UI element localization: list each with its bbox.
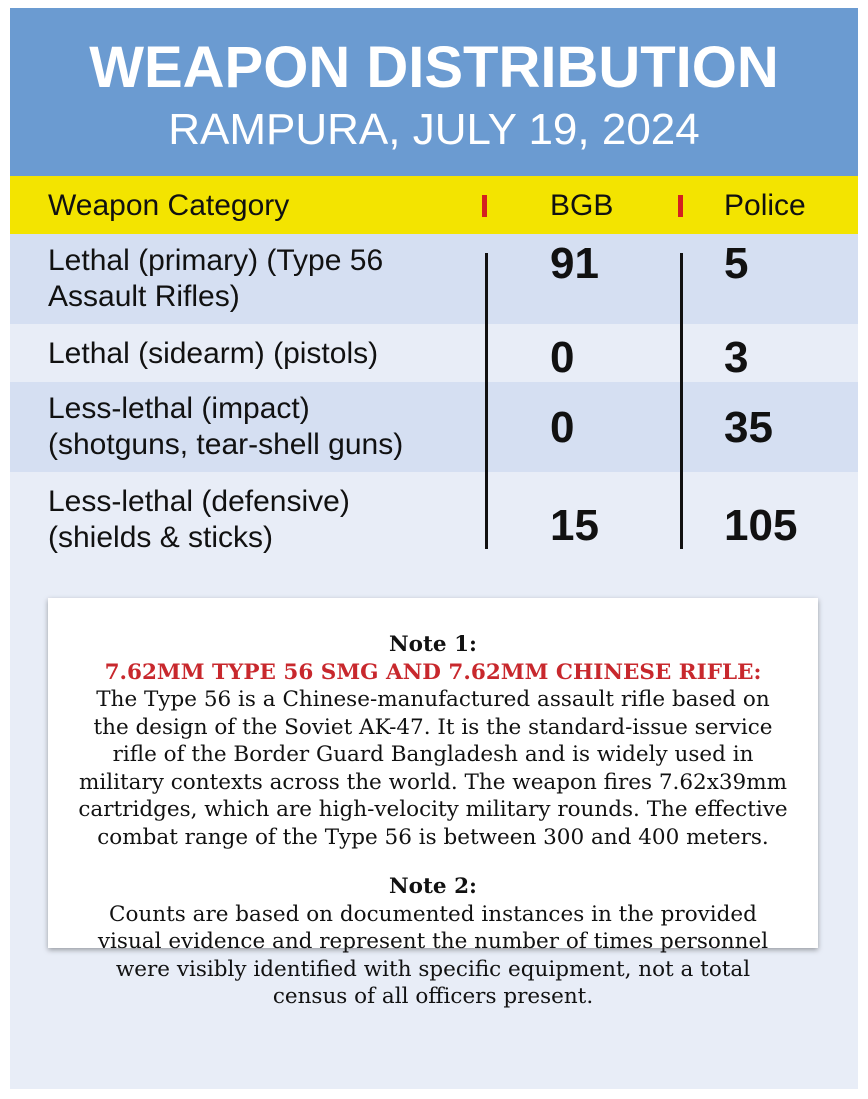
column-header-category: Weapon Category bbox=[48, 189, 290, 222]
bgb-count: 15 bbox=[550, 501, 599, 550]
bgb-count: 91 bbox=[550, 239, 599, 288]
note1-line: military contexts across the world. The weapon fires 7.62x39mm bbox=[79, 769, 787, 795]
row-category bbox=[48, 391, 403, 463]
infographic-card bbox=[10, 8, 858, 1089]
note1-line: cartridges, which are high-velocity military rounds. The effective bbox=[78, 797, 788, 822]
column-header-bgb: BGB bbox=[550, 189, 614, 222]
category-line: Lethal (primary) (Type 56 bbox=[48, 244, 384, 277]
note1-line: combat range of the Type 56 is between 300 and 400 meters. bbox=[97, 824, 769, 850]
police-count: 3 bbox=[724, 333, 749, 382]
page-subtitle: RAMPURA, JULY 19, 2024 bbox=[168, 105, 700, 154]
note1-line: the design of the Soviet AK-47. It is the standard-issue service bbox=[93, 714, 773, 740]
police-count: 105 bbox=[724, 501, 798, 550]
row-category bbox=[48, 336, 378, 372]
category-line: Less-lethal (impact) bbox=[48, 392, 310, 425]
table-header bbox=[10, 176, 858, 234]
table-row bbox=[10, 234, 858, 324]
police-count: 35 bbox=[724, 403, 773, 452]
category-line: (shields & sticks) bbox=[48, 521, 274, 554]
note2-heading: Note 2: bbox=[389, 874, 477, 899]
police-count: 5 bbox=[724, 239, 749, 288]
page-title: WEAPON DISTRIBUTION bbox=[89, 35, 779, 100]
category-line: (shotguns, tear-shell guns) bbox=[48, 428, 404, 461]
note1-line: rifle of the Border Guard Bangladesh and is widely used in bbox=[112, 742, 754, 767]
table-row bbox=[10, 382, 858, 472]
column-divider bbox=[485, 253, 488, 549]
column-divider bbox=[680, 253, 683, 549]
category-line: Lethal (sidearm) (pistols) bbox=[48, 337, 379, 370]
note2-line: were visibly identified with specific equipment, not a total bbox=[115, 956, 751, 982]
note2-line: census of all officers present. bbox=[272, 984, 594, 1009]
note1-line: The Type 56 is a Chinese-manufactured assault rifle based on bbox=[96, 687, 770, 712]
header-banner bbox=[10, 8, 858, 176]
category-line: Assault Rifles) bbox=[48, 280, 240, 313]
note2-line: visual evidence and represent the number of times personnel bbox=[97, 929, 769, 954]
note1-subheading: 7.62MM TYPE 56 SMG AND 7.62MM CHINESE RIFLE: bbox=[104, 659, 762, 685]
notes-box bbox=[48, 598, 818, 1009]
header-separator bbox=[678, 195, 683, 217]
column-header-police: Police bbox=[724, 189, 806, 222]
table-row bbox=[10, 324, 858, 382]
bgb-count: 0 bbox=[550, 333, 575, 382]
header-separator bbox=[482, 195, 487, 217]
row-category bbox=[48, 243, 383, 315]
row-category bbox=[48, 484, 350, 556]
category-line: Less-lethal (defensive) bbox=[48, 485, 350, 518]
note1-heading: Note 1: bbox=[389, 632, 477, 657]
table-row bbox=[10, 472, 858, 564]
note2-line: Counts are based on documented instances in the provided bbox=[109, 901, 757, 927]
bgb-count: 0 bbox=[550, 403, 575, 452]
